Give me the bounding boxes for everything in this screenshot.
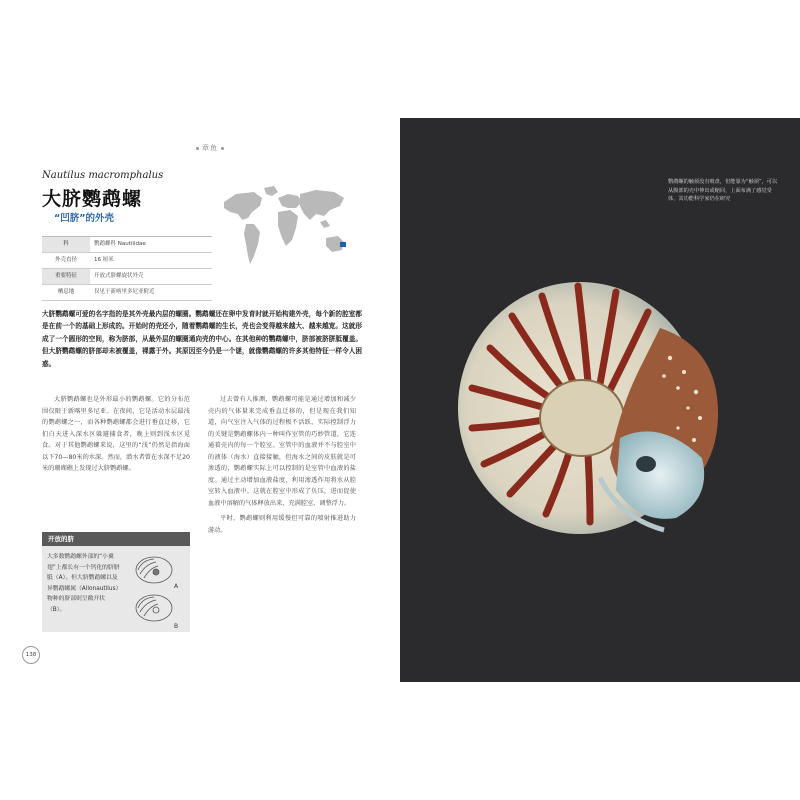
info-row bbox=[42, 253, 212, 269]
body-column-right bbox=[208, 394, 356, 540]
sidebar-box bbox=[42, 532, 190, 632]
info-value: 开放式脐螺旋状外壳 bbox=[94, 273, 144, 279]
body-paragraph: 平时，鹦鹉螺则利用缓慢但可靠的喷射推进助力游动。 bbox=[208, 515, 356, 534]
info-row bbox=[42, 269, 212, 285]
left-page bbox=[20, 118, 382, 680]
label-a: A bbox=[174, 583, 179, 590]
page-number: 138 bbox=[22, 646, 40, 664]
info-key: 科 bbox=[42, 237, 90, 252]
info-row bbox=[42, 285, 212, 301]
body-paragraph: 过去曾有人推测，鹦鹉螺可能是通过增加和减少壳内的气体量来完成垂直迁移的，但是现在我们知道，向气室注入气体的过程极不活跃，实际控制浮力的关键是鹦鹉螺体内一种叫作室管的巧妙管道，它连通着壳内的每一个腔室。室管中的血液并不与腔室中的液体（海水）直接接触，但海水之间的皮肤就是可渗透的，鹦鹉螺实际上可以控制的是室管中血液的盐度。通过主动增加血液盐度，利用渗透作用将水从腔室转入血液中。这就在腔室中形成了负压，进而促使血液中溶解的气体释放出来，充满腔室，调整浮力。 bbox=[208, 396, 356, 507]
section-tag bbox=[170, 143, 250, 153]
sidebar-body bbox=[42, 546, 190, 632]
shell-diagram-image bbox=[128, 550, 186, 630]
info-row bbox=[42, 237, 212, 253]
right-page-photo bbox=[400, 118, 800, 682]
info-value: 仅见于新喀里多尼亚附近 bbox=[94, 289, 155, 295]
info-key: 栖息地 bbox=[57, 289, 75, 295]
sidebar-text: 大多数鹦鹉螺外部的“小翼翅”上都长有一个钙化的脐胼胝（A）。但大脐鹦鹉螺以及异鹦鹉螺属（Allonautilus）物种的脐部则呈敞开状（B）。 bbox=[47, 554, 120, 613]
section-label: 章鱼 bbox=[202, 144, 218, 152]
page-subtitle: “凹脐”的外壳 bbox=[54, 213, 114, 224]
info-key: 重要特征 bbox=[42, 269, 90, 284]
page-title: 大脐鹦鹉螺 bbox=[42, 188, 143, 210]
body-paragraph: 大脐鹦鹉螺也是外形最小的鹦鹉螺。它的分布范围仅限于新喀里多尼亚。在夜间，它是活动水层最浅的鹦鹉螺之一，而各种鹦鹉螺都会进行垂直迁移，它们白天进入深水区躲避捕食者，晚上则到浅水区觅食。对于其他鹦鹉螺来说，这里的“浅”仍然是指海面以下70—80米的水深。然而，潜水者曾在水深不足20米的珊瑚礁上发现过大脐鹦鹉螺。 bbox=[42, 396, 190, 472]
info-key: 外壳直径 bbox=[54, 257, 77, 263]
lead-paragraph: 大脐鹦鹉螺可爱的名字指的是其外壳最内层的螺圈。鹦鹉螺还在卵中发育时就开始构建外壳，每个新的腔室都是在前一个的基础上形成的。开始时的壳还小，随着鹦鹉螺的生长，壳也会变得越来越大、越来越宽。这就形成了一个圆形的空间，称为脐部，从最外层的螺圈通向壳的中心。在其他种的鹦鹉螺中，脐部被脐胼胝覆盖。但大脐鹦鹉螺的脐部却未被覆盖，裸露于外。其原因至今仍是一个谜，就像鹦鹉螺的许多其他特征一样令人困惑。 bbox=[42, 310, 362, 368]
dot-icon bbox=[196, 147, 199, 150]
sidebar-title: 开放的脐 bbox=[42, 532, 190, 546]
photo-caption: 鹦鹉螺的触须没有吸盘，但能靠为“触须”，可以从腹部的壳中伸出或缩回，上面布满了感觉受体，其功能科学家仍在研究 bbox=[668, 179, 778, 203]
body-column-left bbox=[42, 394, 190, 479]
info-value: 鹦鹉螺科 Nautilidae bbox=[94, 241, 146, 247]
label-b: B bbox=[174, 623, 179, 630]
nautilus-photo-image bbox=[450, 268, 750, 548]
info-value: 16 厘米 bbox=[94, 257, 114, 263]
latin-name: Nautilus macromphalus bbox=[42, 170, 164, 181]
world-map-image bbox=[216, 184, 352, 288]
range-marker bbox=[340, 242, 346, 247]
info-table bbox=[42, 236, 212, 301]
dot-icon bbox=[221, 147, 224, 150]
